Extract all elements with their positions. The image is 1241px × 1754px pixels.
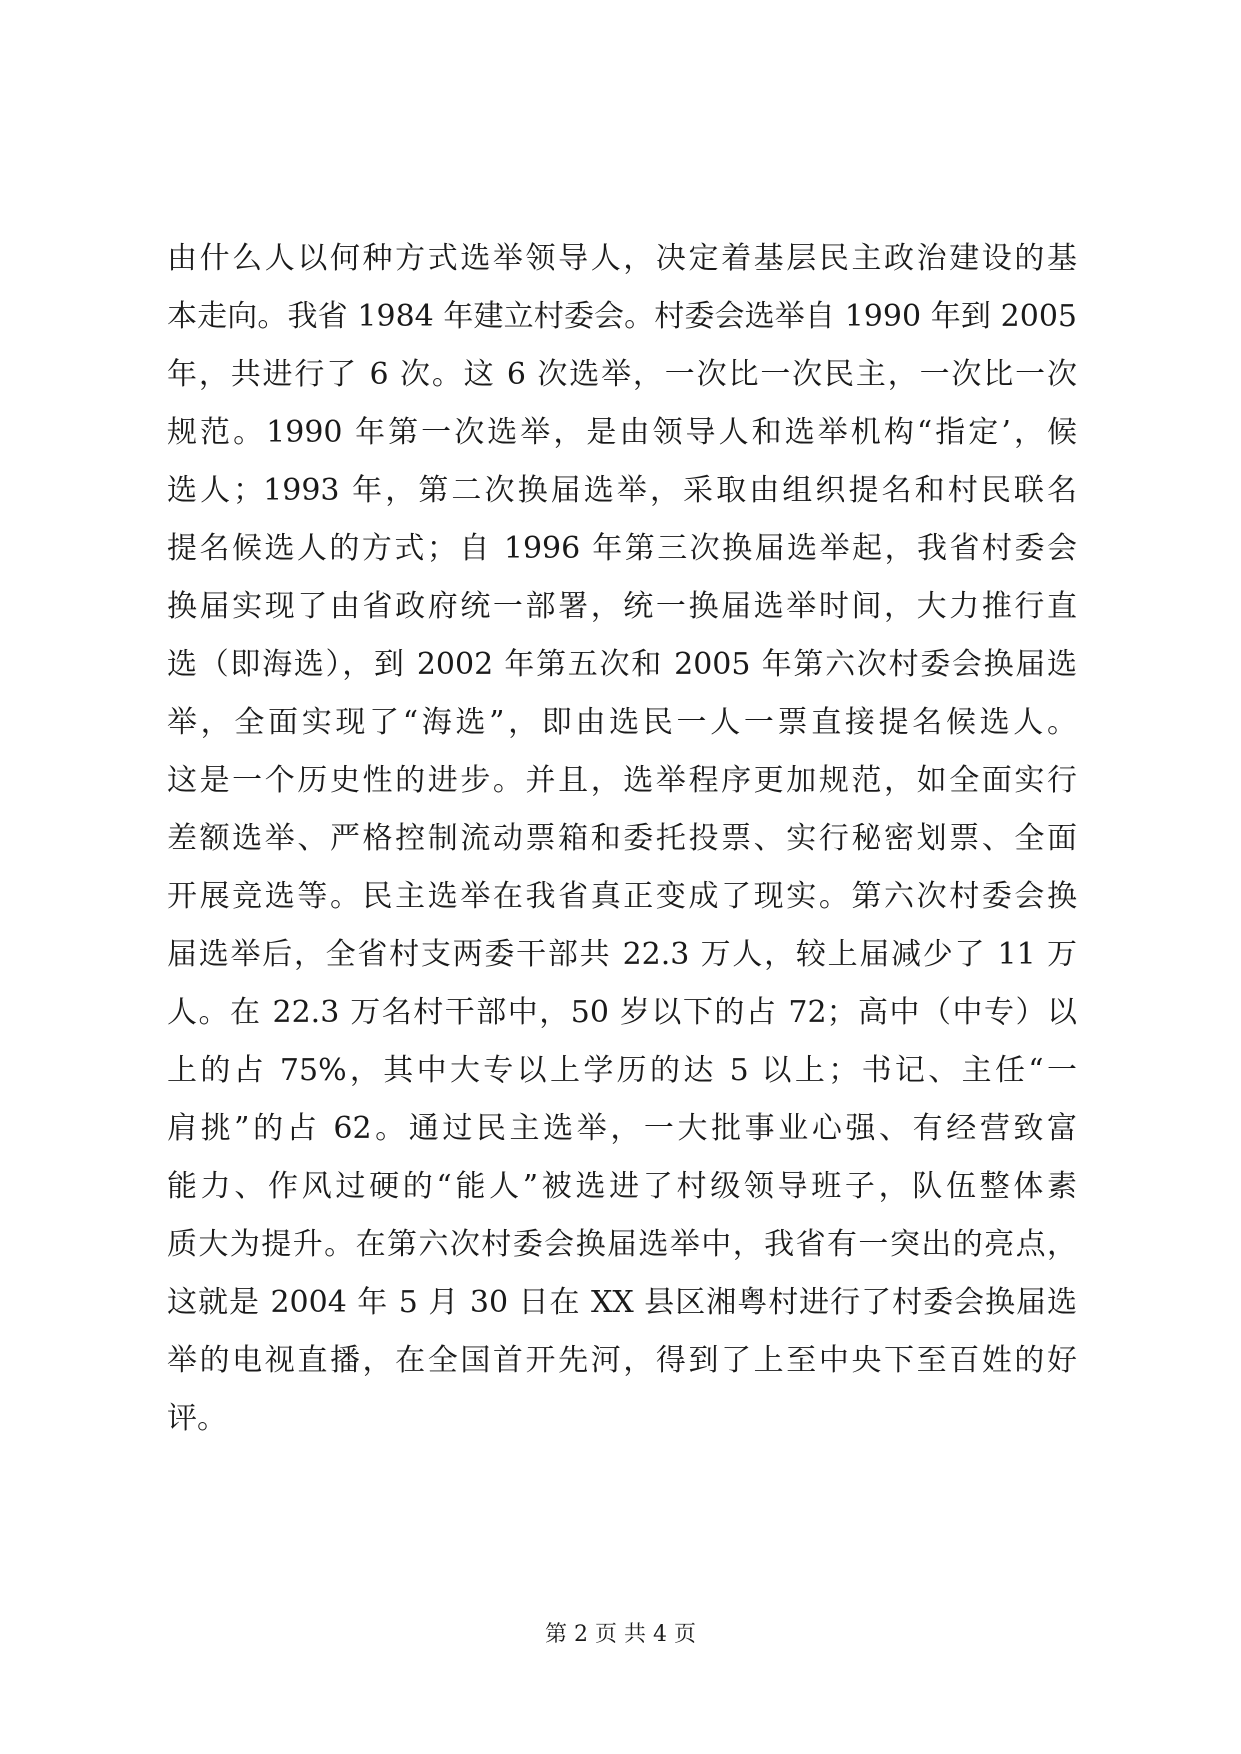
text-line: 提名候选人的方式；自 1996 年第三次换届选举起，我省村委会 [167,531,1077,566]
text-line: 差额选举、严格控制流动票箱和委托投票、实行秘密划票、全面 [167,821,1077,856]
page-number-footer: 第 2 页 共 4 页 [545,1622,696,1647]
text-line: 年，共进行了 6 次。这 6 次选举，一次比一次民主，一次比一次 [167,357,1077,392]
text-line: 评。 [167,1401,227,1436]
text-line: 人。在 22.3 万名村干部中，50 岁以下的占 72；高中（中专）以 [167,995,1077,1030]
text-line: 举，全面实现了“海选”，即由选民一人一票直接提名候选人。 [167,705,1077,740]
text-line: 届选举后，全省村支两委干部共 22.3 万人，较上届减少了 11 万 [167,937,1077,972]
body-paragraph [167,230,1077,1448]
text-line: 这是一个历史性的进步。并且，选举程序更加规范，如全面实行 [167,763,1077,798]
text-line: 选（即海选），到 2002 年第五次和 2005 年第六次村委会换届选 [167,647,1077,682]
text-line: 这就是 2004 年 5 月 30 日在 XX 县区湘粤村进行了村委会换届选 [167,1285,1077,1320]
text-line: 换届实现了由省政府统一部署，统一换届选举时间，大力推行直 [167,589,1077,624]
text-line: 举的电视直播，在全国首开先河，得到了上至中央下至百姓的好 [167,1343,1077,1378]
text-line: 规范。1990 年第一次选举，是由领导人和选举机构“指定’，候 [167,415,1077,450]
text-line: 本走向。我省 1984 年建立村委会。村委会选举自 1990 年到 2005 [167,299,1077,334]
text-line: 肩挑”的占 62。通过民主选举，一大批事业心强、有经营致富 [167,1111,1077,1146]
text-line: 上的占 75%，其中大专以上学历的达 5 以上；书记、主任“一 [167,1053,1077,1088]
text-line: 选人；1993 年，第二次换届选举，采取由组织提名和村民联名 [167,473,1077,508]
text-line: 开展竞选等。民主选举在我省真正变成了现实。第六次村委会换 [167,879,1077,914]
text-line: 由什么人以何种方式选举领导人，决定着基层民主政治建设的基 [167,241,1077,276]
text-line: 能力、作风过硬的“能人”被选进了村级领导班子，队伍整体素 [167,1169,1077,1204]
text-line: 质大为提升。在第六次村委会换届选举中，我省有一突出的亮点， [167,1227,1077,1262]
